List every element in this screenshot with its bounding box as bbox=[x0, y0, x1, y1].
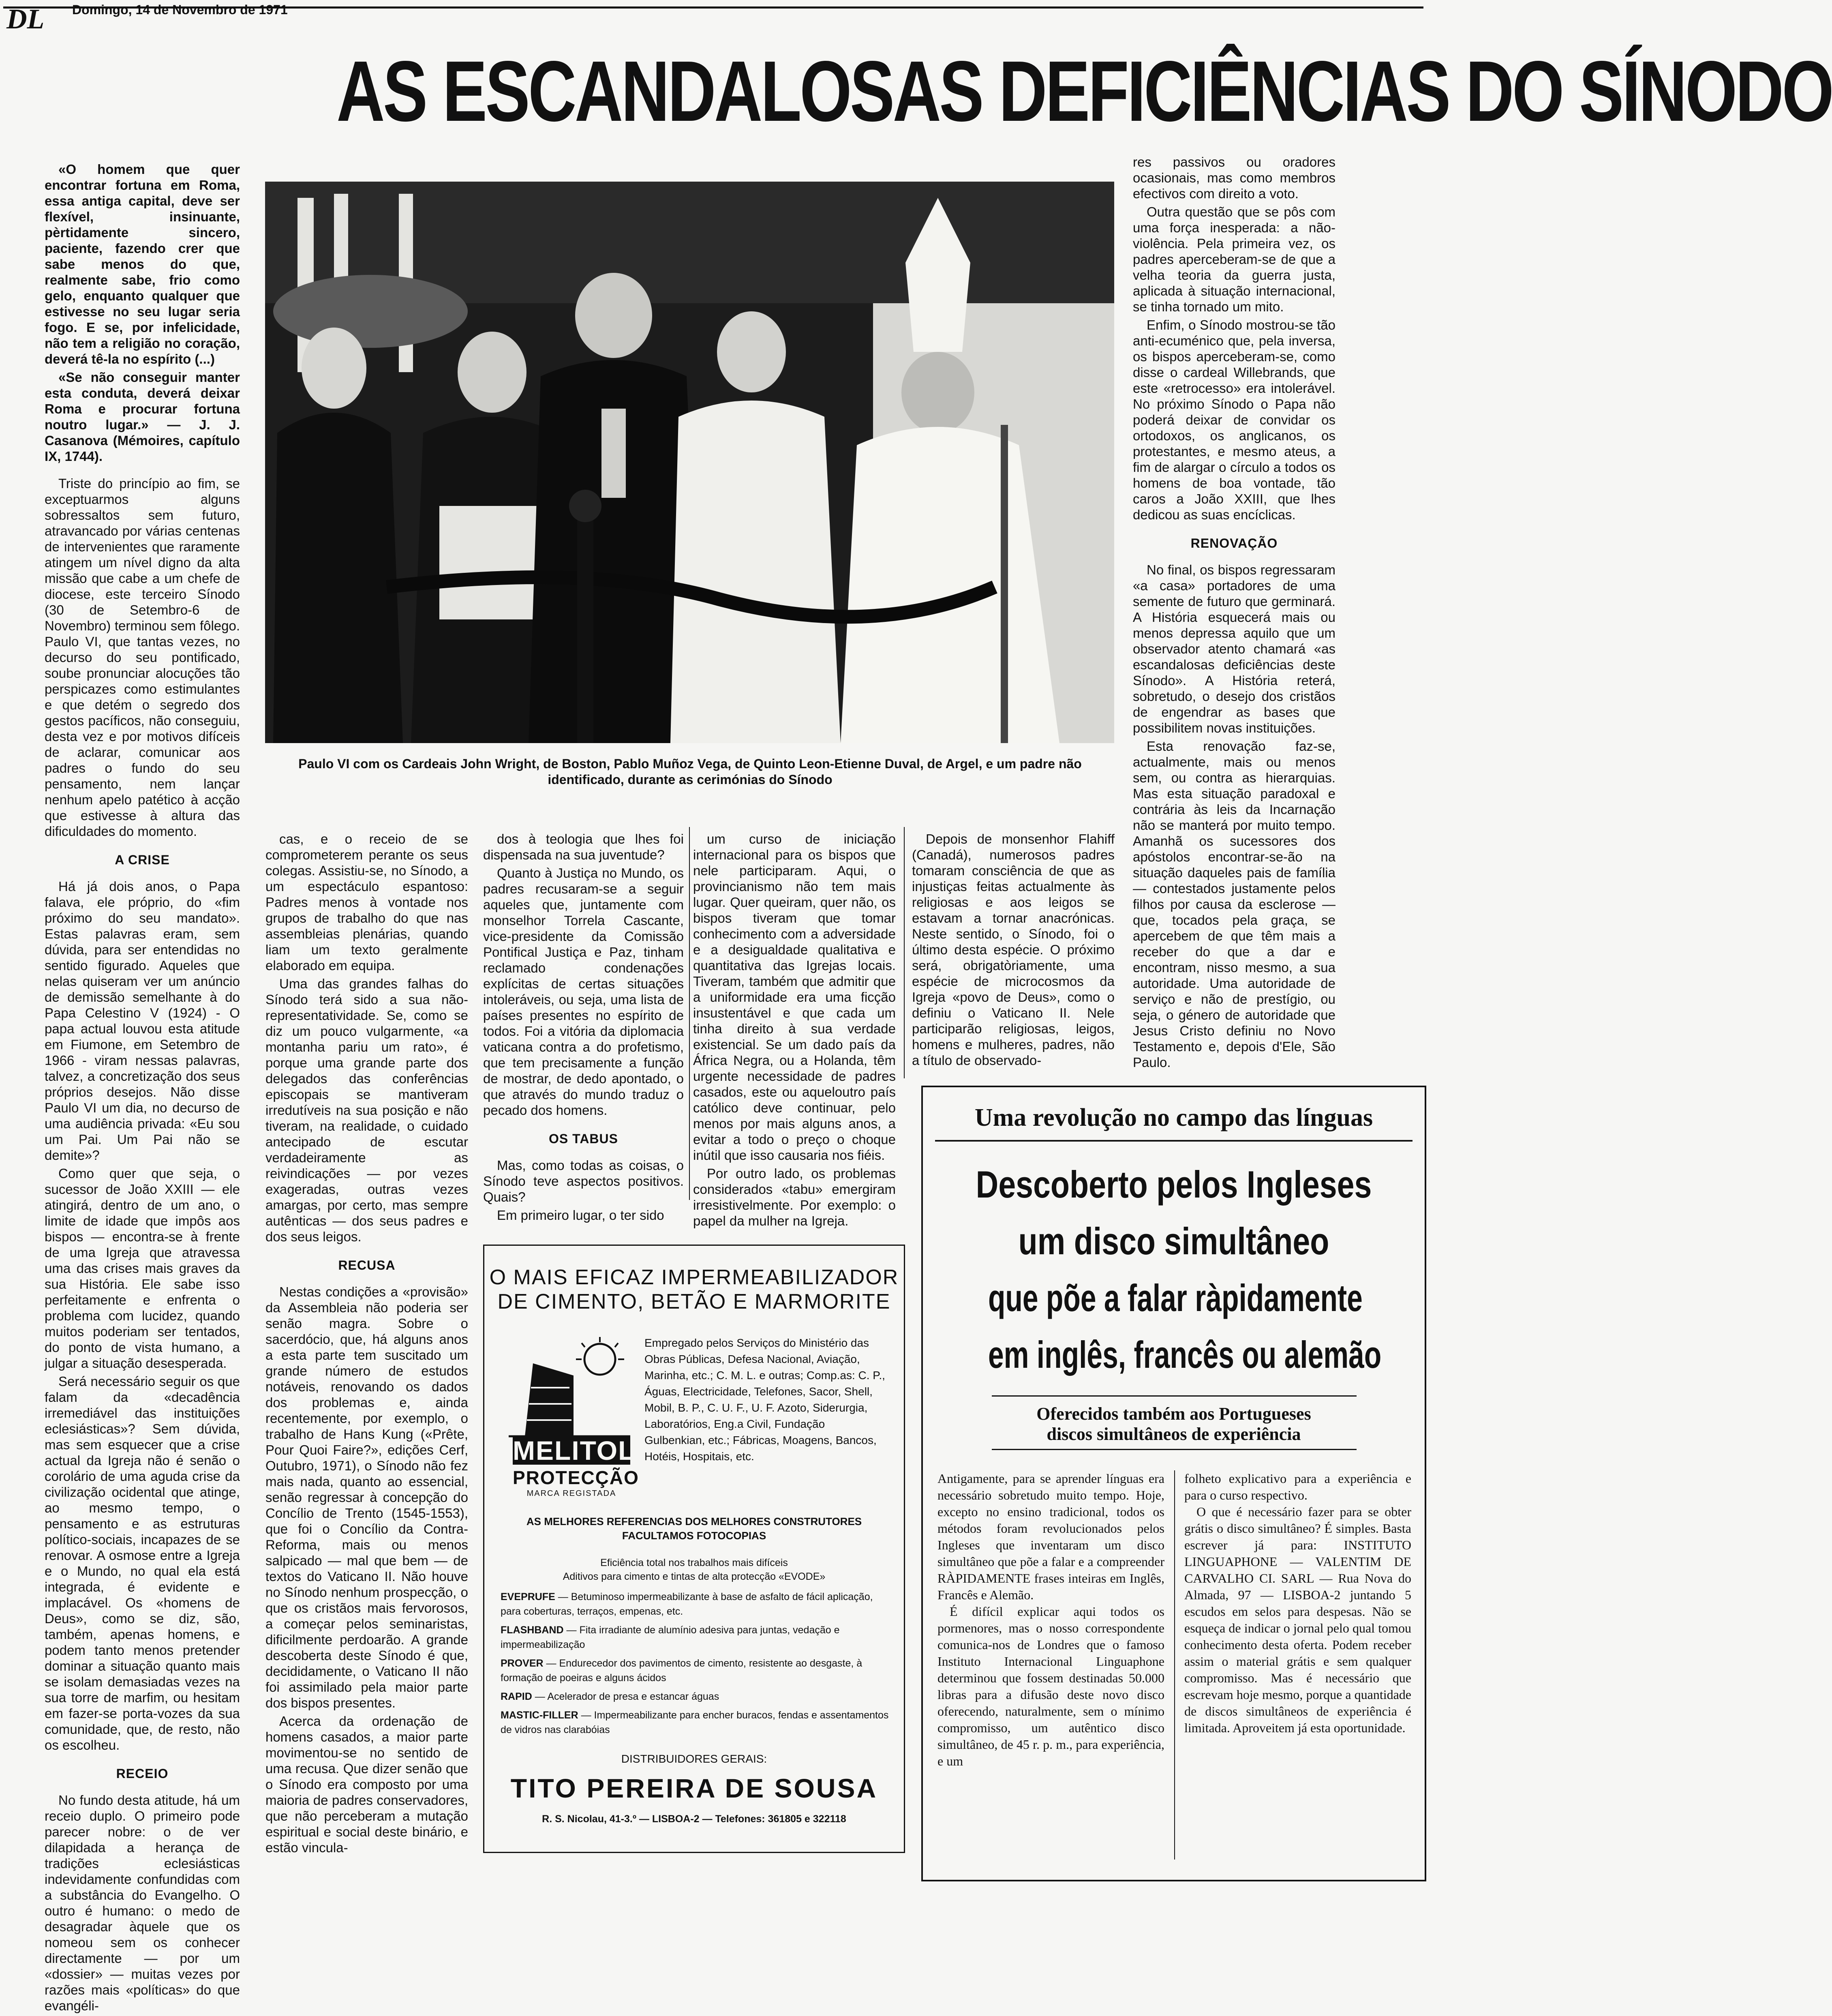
kicker-rule bbox=[935, 1140, 1413, 1142]
distributors-label: DISTRIBUIDORES GERAIS: bbox=[621, 1752, 767, 1765]
headline-line: que põe a falar ràpidamente bbox=[988, 1277, 1363, 1319]
references-line-1: AS MELHORES REFERENCIAS DOS MELHORES CONSTRUTORES bbox=[526, 1515, 862, 1528]
subheading-renovacao: RENOVAÇÃO bbox=[1190, 536, 1278, 551]
headline-line: Descoberto pelos Ingleses bbox=[976, 1163, 1372, 1206]
melitol-advertisement bbox=[483, 1245, 905, 1853]
paragraph: Nestas condições a «provisão» da Assembleia não poderia ser senão magra. Sobre o sacerdócio, que, há alguns anos a esta parte tem suscitado um grande número de estudos notáveis, renovando os dados dos problemas e, ainda recentemente, por exemplo, o trabalho de Hans Kung («Prête, Pour Quoi Faire?», edições Cerf, Outubro, 1971), o Sínodo não fez mais nada, quanto ao essencial, senão regressar à concepção do Concílio de Trento (1545-1553), que foi o Concílio da Contra-Reforma, mais ou menos salpicado — mal que bem — de textos do Vaticano II. Não houve no Sínodo nenhum prospecção, o que os cristãos mais fervorosos, a começar pelos seminaristas, dificilmente perdoarão. A grande descoberta deste Sínodo é que, decididamente, o Vaticano II não foi assimilado pela maior parte dos bispos presentes. bbox=[265, 1284, 468, 1710]
paragraph: Acerca da ordenação de homens casados, a maior parte movimentou-se no sentido de uma recusa. Que dizer senão que o Sínodo era composto por uma maioria de padres conservadores, que não perceberam a mutação espiritual e social deste binário, e estão vincula- bbox=[265, 1714, 468, 1855]
ad-headline bbox=[923, 1156, 1425, 1383]
ad-title-line-1: O MAIS EFICAZ IMPERMEABILIZADOR bbox=[489, 1266, 899, 1289]
photo-illustration bbox=[265, 182, 1114, 743]
ad-paragraph: O que é necessário fazer para se obter grátis o disco simultâneo? É simples. Basta escrever já para: INSTITUTO LINGUAPHONE — VALENTIM DE CARVALHO CI. SARL — Rua Nova do Almada, 97 — LISBOA-2 juntando 5 escudos em selos para despesas. Não se esqueça de indicar o jornal pelo qual tomou conhecimento desta oferta. Podem receber assim o material grátis e sem qualquer compromisso. Mas é necessário que escrevam hoje mesmo, porque a quantidade de discos simultâneos de experiência é limitada. Aproveitem já esta oportunidade. bbox=[1184, 1504, 1411, 1735]
column-2 bbox=[265, 831, 468, 1858]
photo-caption: Paulo VI com os Cardeais John Wright, de Boston, Pablo Muñoz Vega, de Quinto Leon-Etienne Duval, de Argel, e um padre não identificado, durante as cerimónias do Sínodo bbox=[298, 756, 1082, 787]
subheading-tabus: OS TABUS bbox=[549, 1131, 618, 1146]
brand-registered: MARCA REGISTADA bbox=[526, 1489, 616, 1498]
epigraph-quote: «O homem que quer encontrar fortuna em Roma, essa antiga capital, deve ser flexível, insinuante, pèrtidamente sincero, paciente, fazendo crer que sabe menos do que, realmente sabe, frio como gelo, enquanto qualquer que estivesse no seu lugar seria fogo. E se, por infelicidade, não tem a religião no coração, deverá tê-la no espírito (...) bbox=[45, 162, 240, 366]
linguaphone-advertisement bbox=[921, 1086, 1426, 1881]
product-name: RAPID bbox=[501, 1691, 532, 1702]
product-desc: Endurecedor dos pavimentos de cimento, resistente ao desgaste, à formação de poeiras e alguns ácidos bbox=[501, 1658, 862, 1684]
paragraph: res passivos ou oradores ocasionais, mas como membros efectivos com direito a voto. bbox=[1133, 154, 1335, 201]
efficiency-line-1: Eficiência total nos trabalhos mais difíceis bbox=[600, 1557, 788, 1568]
paragraph: Outra questão que se pôs com uma força inesperada: a não-violência. Pela primeira vez, os padres aperceberam-se de que a velha teoria da guerra justa, aplicada à situação internacional, se tinha tornado um mito. bbox=[1133, 204, 1335, 314]
sub-rule-bottom bbox=[992, 1449, 1357, 1450]
subheading-recusa: RECUSA bbox=[338, 1258, 396, 1273]
product-item: FLASHBAND — Fita irradiante de alumínio adesiva para juntas, vedação e impermeabilização bbox=[501, 1624, 840, 1650]
references-line-2: FACULTAMOS FOTOCOPIAS bbox=[622, 1530, 766, 1542]
paragraph: No final, os bispos regressaram «a casa» portadores de uma semente de futuro que germinará. A História esquecerá mais ou menos depressa aquilo que um observador atento chamará «as escandalosas deficiências deste Sínodo». A História reterá, sobretudo, o desejo dos cristãos de engendrar as bases que possibilitem novas instituições. bbox=[1133, 562, 1335, 735]
subheading-crise: A CRISE bbox=[115, 853, 170, 867]
product-item: RAPID — Acelerador de presa e estancar águas bbox=[501, 1691, 719, 1702]
photo-synod-ceremony bbox=[265, 182, 1114, 743]
ad-subtitle-1: Oferecidos também aos Portugueses bbox=[1036, 1404, 1311, 1424]
dateline: Domingo, 14 de Novembro de 1971 bbox=[72, 2, 288, 17]
column-4 bbox=[693, 831, 896, 1231]
headline-line: um disco simultâneo bbox=[1018, 1220, 1329, 1262]
paragraph: Mas, como todas as coisas, o Sínodo teve aspectos positivos. Quais? bbox=[483, 1158, 684, 1204]
product-name: PROVER bbox=[501, 1658, 544, 1669]
ad-paragraph: É difícil explicar aqui todos os pormenores, mas o nosso correspondente comunica-nos de Londres que o famoso Instituto Internacional Linguaphone determinou que fossem destinadas 50.000 libras para a difusão deste novo disco oferecendo, naturalmente, sem o mínimo compromisso, um autêntico disco simultâneo, de 45 r. p. m., para experiência, e um bbox=[937, 1604, 1164, 1768]
paragraph: Por outro lado, os problemas considerados «tabu» emergiram irresistivelmente. Por exemplo: o papel da mulher na Igreja. bbox=[693, 1166, 896, 1228]
column-6 bbox=[1133, 154, 1335, 1073]
paragraph: um curso de iniciação internacional para os bispos que nele participaram. Aqui, o provincianismo não tem mais lugar. Quer queiram, quer não, os bispos tiveram que tomar conhecimento com a adversidade e a desigualdade qualitativa e quantitativa das Igrejas locais. Tiveram, também que admitir que a uniformidade era uma ficção insustentável e que cada um tinha direito à sua verdade existencial. Se um dado país da África Negra, ou a Holanda, têm urgente necessidade de padres casados, este ou aqueloutro país católico deve continuar, pelo menos por mais alguns anos, a evitar a todo o preço o choque inútil que isso causaria nos fiéis. bbox=[693, 831, 896, 1163]
paragraph: Quanto à Justiça no Mundo, os padres recusaram-se a seguir aqueles que, juntamente com monselhor Torrela Cascante, vice-presidente da Comissão Pontifical Justiça e Paz, tinham reclamado condenações explícitas de certas situações intoleráveis, ou seja, uma lista de países presentes no espírito de todos. Foi a vitória da diplomacia vaticana contra a do profetismo, que tem precisamente a função de mostrar, de dedo apontado, o que através do mundo traduz o pecado dos homens. bbox=[483, 866, 684, 1118]
ad-paragraph: folheto explicativo para a experiência e para o curso respectivo. bbox=[1184, 1471, 1411, 1502]
efficiency-line-2: Aditivos para cimento e tintas de alta protecção «EVODE» bbox=[563, 1571, 826, 1582]
ad-kicker: Uma revolução no campo das línguas bbox=[974, 1104, 1373, 1131]
product-item: EVEPRUFE — Betuminoso impermeabilizante à base de asfalto de fácil aplicação, para coberturas, terraços, empenas, etc. bbox=[501, 1591, 873, 1617]
paragraph: No fundo desta atitude, há um receio duplo. O primeiro pode parecer nobre: o de ver dilapidada a herança de tradições eclesiásticas indevidamente confundidas com a substância do Evangelho. O outro é humano: o medo de desagradar àquele que os nomeou sem os conhecer directamente — por um «dossier» — muitas vezes por razões mais «políticas» do que evangéli- bbox=[45, 1793, 240, 2013]
product-list bbox=[501, 1590, 890, 1737]
paragraph: Como quer que seja, o sucessor de João XXIII — ele atingirá, dentro de um ano, o limite de idade que impôs aos bispos — encontra-se à frente de uma Igreja que atravessa uma das crises mais graves da sua História. Ele sabe isso perfeitamente e enfrenta o problema com lucidez, quando muitos poderiam ser tentados, do ponto de vista humano, a julgar a situação desesperada. bbox=[45, 1166, 240, 1371]
product-name: EVEPRUFE bbox=[501, 1591, 555, 1603]
headline: AS ESCANDALOSAS DEFICIÊNCIAS DO SÍNODO bbox=[336, 43, 1832, 139]
column-rule bbox=[904, 827, 905, 1078]
product-name: FLASHBAND bbox=[501, 1624, 564, 1636]
product-desc: Betuminoso impermeabilizante à base de asfalto de fácil aplicação, para coberturas, terraços, empenas, etc. bbox=[501, 1591, 873, 1617]
product-item: PROVER — Endurecedor dos pavimentos de cimento, resistente ao desgaste, à formação de poeiras e alguns ácidos bbox=[501, 1658, 862, 1684]
building-sun-icon bbox=[509, 1335, 630, 1440]
paragraph: Em primeiro lugar, o ter sido bbox=[497, 1208, 664, 1223]
headline-line: em inglês, francês ou alemão bbox=[988, 1333, 1382, 1376]
product-name: MASTIC-FILLER bbox=[501, 1710, 578, 1721]
ad-body-right bbox=[1184, 1470, 1411, 1736]
epigraph bbox=[45, 161, 240, 464]
ad-paragraph: Antigamente, para se aprender línguas era necessário sobretudo muito tempo. Hoje, excepto no ensino tradicional, todos os métodos foram revolucionados pelos Ingleses que inventaram um disco simultâneo que põe a falar e a compreender RÀPIDAMENTE frases inteiras em Inglês, Francês e Alemão. bbox=[937, 1471, 1164, 1602]
paragraph: Há já dois anos, o Papa falava, ele próprio, do «fim próximo do seu mandato». Estas palavras eram, sem dúvida, para ser entendidas no sentido figurado. Aqueles que nelas quiseram ver um anúncio de demissão semelhante à do Papa Celestino V (1924) - O papa actual louvou esta atitude em Fiumone, em Setembro de 1966 - viram nessas palavras, talvez, a concretização dos seus próprios desejos. Não disse Paulo VI um dia, no decurso de uma audiência privada: «Eu sou um Pai. Um Pai não se demite»? bbox=[45, 879, 240, 1163]
product-desc: Impermeabilizante para encher buracos, fendas e assentamentos de vidros nas clarabóias bbox=[501, 1710, 889, 1735]
brand-name: MELITOL bbox=[513, 1435, 636, 1465]
paragraph: Esta renovação faz-se, actualmente, mais ou menos sem, ou contra as hierarquias. Mas esta situação paradoxal e contrária às leis da Incarnação não se manterá por muito tempo. Amanhã os sucessores dos apóstolos encontrar-se-ão na situação daqueles pais de família — contestados justamente pelos filhos por causa da esclerose — que, tocados pela graça, se apercebem de que têm mais a receber do que a dar e encontram, nisso mesmo, a sua autoridade. Uma autoridade de serviço e não de prestígio, ou seja, o género de autoridade que Jesus Cristo definiu no Novo Testamento e, depois d'Ele, São Paulo. bbox=[1133, 739, 1335, 1070]
paragraph: Depois de monsenhor Flahiff (Canadá), numerosos padres tomaram consciência de que as injustiças feitas actualmente às religiosas e aos leigos se estavam a tornar anacrónicas. Neste sentido, o Sínodo, foi o último desta espécie. O próximo será, obrigatòriamente, uma espécie de microcosmos da Igreja «povo de Deus», como o definiu o Vaticano II. Nele participarão religiosas, leigos, homens e mulheres, padres, não a título de observado- bbox=[912, 831, 1115, 1068]
brand-subtitle: PROTECÇÃO bbox=[513, 1467, 639, 1488]
paragraph: Enfim, o Sínodo mostrou-se tão anti-ecuménico que, pela inversa, os bispos aperceberam-se, como disse o cardeal Willebrands, que este «retrocesso» era intolerável. No próximo Sínodo o Papa não poderá deixar de convidar os ortodoxos, os anglicanos, os protestantes, e mesmo ateus, a fim de alargar o círculo a todos os homens de boa vontade, tão caros a João XXIII, que lhes dedicou as suas encíclicas. bbox=[1133, 317, 1335, 522]
product-item: MASTIC-FILLER — Impermeabilizante para encher buracos, fendas e assentamentos de vidros nas clarabóias bbox=[501, 1710, 889, 1735]
epigraph-attribution: «Se não conseguir manter esta conduta, deverá deixar Roma e procurar fortuna noutro lugar.» — J. J. Casanova (Mémoires, capítulo IX, 1744). bbox=[45, 370, 240, 464]
column-5 bbox=[912, 831, 1115, 1071]
newspaper-logo: DL bbox=[6, 4, 45, 35]
distributor-name: TITO PEREIRA DE SOUSA bbox=[510, 1773, 878, 1803]
column-1 bbox=[45, 161, 240, 2016]
ad-column-rule bbox=[1174, 1470, 1175, 1860]
column-rule bbox=[689, 827, 690, 1200]
paragraph: dos à teologia que lhes foi dispensada na sua juventude? bbox=[483, 831, 684, 862]
paragraph: Uma das grandes falhas do Sínodo terá sido a sua não-representatividade. Se, como se diz um pouco vulgarmente, «a montanha pariu um rato», é porque uma grande parte dos delegados das conferências episcopais se mantiveram irredutíveis na sua posição e não tiveram, na realidade, o cuidado antecipado de escutar verdadeiramente as reivindicações — por vezes exageradas, outras vezes amargas, por certo, mas sempre autênticas — dos seus padres e dos seus leigos. bbox=[265, 976, 468, 1244]
used-by-text: Empregado pelos Serviços do Ministério das Obras Públicas, Defesa Nacional, Aviação, Marinha, etc.; C. M. L. e outras; Comp.as: C. P., Águas, Electricidade, Telefones, Sacor, Shell, Mobil, B. P., C. U. F., U. F. Azoto, Siderurgia, Laboratórios, Eng.a Civil, Fundação Gulbenkian, etc.; Fábricas, Moagens, Bancos, Hotéis, Hospitais, etc. bbox=[644, 1337, 885, 1463]
paragraph: Será necessário seguir os que falam da «decadência irremediável das instituições eclesiásticas»? Sem dúvida, mas sem esquecer que a crise actual da Igreja não é senão o corolário de uma aguda crise da civilização ocidental que atinge, ao mesmo tempo, o pensamento e as estruturas político-sociais, incapazes de se renovar. A osmose entre a Igreja e o Mundo, no qual ela está integrada, é evidente e implacável. Os «homens de Deus», como se diz, são, também, apenas homens, e podem tanto menos pretender dominar a situação quanto mais se isolam demasiadas vezes na sua torre de marfim, ou hesitam em fazer-se porta-vozes da sua comunidade, que, de resto, não os escolheu. bbox=[45, 1374, 240, 1752]
brand-badge bbox=[513, 1435, 636, 1465]
ad-body-left bbox=[937, 1470, 1164, 1770]
column-3 bbox=[483, 831, 684, 1225]
ad-title-line-2: DE CIMENTO, BETÃO E MARMORITE bbox=[497, 1290, 891, 1313]
subheading-receio: RECEIO bbox=[116, 1766, 169, 1781]
paragraph: Triste do princípio ao fim, se exceptuarmos alguns sobressaltos sem futuro, atravancado por várias centenas de intervenientes que raramente atingem um nível digno da alta missão que cabe a um chefe de diocese, este terceiro Sínodo (30 de Setembro-6 de Novembro) terminou sem fôlego. Paulo VI, que tantas vezes, no decurso do seu pontificado, soube pronunciar alocuções tão perspicazes como estimulantes e que detém o segredo dos gestos pacíficos, não conseguiu, desta vez e por motivos difíceis de aclarar, comunicar aos padres o fundo do seu pensamento, nem lançar nenhum apelo patético à acção que estivesse à altura das dificuldades do momento. bbox=[45, 476, 240, 839]
distributor-address: R. S. Nicolau, 41-3.º — LISBOA-2 — Telefones: 361805 e 322118 bbox=[542, 1813, 846, 1825]
ad-subtitle-2: discos simultâneos de experiência bbox=[1047, 1424, 1301, 1444]
sub-rule-top bbox=[992, 1395, 1357, 1397]
product-desc: Fita irradiante de alumínio adesiva para juntas, vedação e impermeabilização bbox=[501, 1624, 840, 1650]
product-desc: Acelerador de presa e estancar águas bbox=[547, 1691, 719, 1702]
paragraph: cas, e o receio de se comprometerem perante os seus colegas. Assistiu-se, no Sínodo, a um espectáculo espantoso: Padres menos à vontade nos grupos de trabalho do que nas assembleias plenárias, quando liam um texto geralmente elaborado em equipa. bbox=[265, 831, 468, 973]
